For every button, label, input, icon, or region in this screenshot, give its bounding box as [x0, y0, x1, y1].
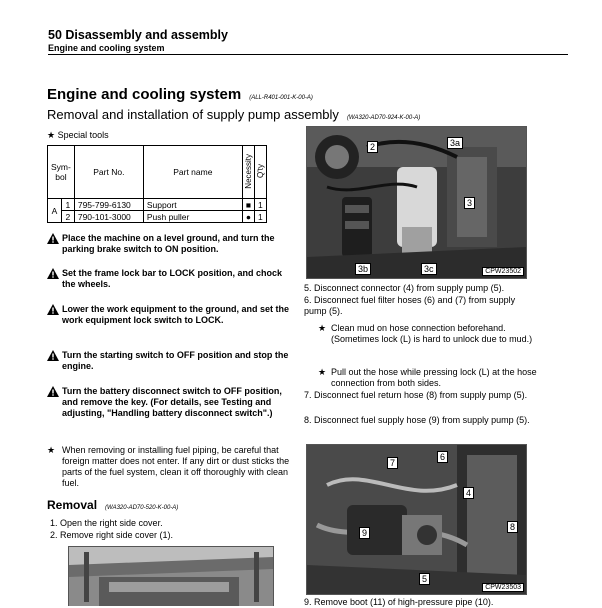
page-subtitle: Removal and installation of supply pump assembly (WA320-AD70-924-K-00-A) [47, 107, 421, 122]
removal-heading: Removal (WA320-AD70-520-K-00-A) [47, 498, 179, 512]
star-icon: ★ [318, 367, 327, 377]
col-part-name: Part name [143, 146, 242, 199]
fuel-note: ★ When removing or installing fuel piping, be careful that foreign matter does not enter. If any dirt or dust sticks the parts of the fuel system, clean it off thoroughly with clean fuel. [47, 445, 290, 488]
necessity: ● [242, 211, 254, 223]
col-qty: Q'ty [254, 146, 266, 199]
warning-triangle-icon [47, 350, 59, 361]
col-part-no: Part No. [74, 146, 143, 199]
row-num: 2 [61, 211, 74, 223]
warning-1: Place the machine on a level ground, and turn the parking brake switch to ON position. [47, 233, 298, 255]
star-icon: ★ [318, 323, 327, 333]
callout-2: 2 [367, 141, 378, 153]
note-clean-mud: ★ Clean mud on hose connection beforehand. (Sometimes lock (L) is hard to unlock due to mud.) [318, 323, 533, 344]
removal-step-1: 1. Open the right side cover. [50, 518, 163, 528]
callout-8: 8 [507, 521, 518, 533]
special-tools-label: ★ Special tools [47, 130, 109, 140]
step-6: 6. Disconnect fuel filter hoses (6) and (7) from supply pump (5). [304, 295, 516, 316]
warning-triangle-icon [47, 233, 59, 244]
callout-9: 9 [359, 527, 370, 539]
removal-step-2: 2. Remove right side cover (1). [50, 530, 174, 540]
callout-6: 6 [437, 451, 448, 463]
callout-3c: 3c [421, 263, 437, 275]
title-code: (ALL-R401-001-K-00-A) [249, 95, 313, 101]
callout-5: 5 [419, 573, 430, 585]
callout-3b: 3b [355, 263, 371, 275]
step-5: 5. Disconnect connector (4) from supply pump (5). [304, 283, 505, 293]
warning-3: Lower the work equipment to the ground, and set the work equipment lock switch to LOCK. [47, 304, 298, 326]
row-num: 1 [61, 199, 74, 211]
warning-triangle-icon [47, 304, 59, 315]
callout-3a: 3a [447, 137, 463, 149]
table-row [48, 211, 267, 223]
warning-4: Turn the starting switch to OFF position and stop the engine. [47, 350, 298, 372]
qty: 1 [254, 211, 266, 223]
part-name: Support [143, 199, 242, 211]
table-row [48, 199, 267, 211]
subtitle-code: (WA320-AD70-924-K-00-A) [346, 115, 421, 121]
callout-3: 3 [464, 197, 475, 209]
page-title: Engine and cooling system (ALL-R401-001-K-00-A) [47, 86, 313, 103]
section-title: 50 Disassembly and assembly [48, 28, 228, 42]
step-8: 8. Disconnect fuel supply hose (9) from supply pump (5). [304, 415, 530, 425]
warning-5: Turn the battery disconnect switch to OFF position, and remove the key. (For details, see Testing and adjusting, "Handling battery disconnect switch".) [47, 386, 298, 419]
part-no: 795-799-6130 [74, 199, 143, 211]
header-divider [48, 54, 568, 55]
callout-7: 7 [387, 457, 398, 469]
warning-triangle-icon [47, 268, 59, 279]
fuel-hoses-image [307, 445, 526, 594]
photo-id: CPW23503 [482, 583, 524, 592]
warning-2: Set the frame lock bar to LOCK position, and chock the wheels. [47, 268, 298, 290]
removal-code: (WA320-AD70-520-K-00-A) [105, 505, 179, 511]
machine-cover-image [69, 547, 273, 606]
qty: 1 [254, 199, 266, 211]
engine-photo-2 [306, 444, 527, 595]
warning-triangle-icon [47, 386, 59, 397]
special-tools-table [47, 145, 267, 223]
note-pull-hose: ★ Pull out the hose while pressing lock (L) at the hose connection from both sides. [318, 367, 537, 388]
photo-id: CPW23502 [482, 267, 524, 276]
callout-4: 4 [463, 487, 474, 499]
part-no: 790-101-3000 [74, 211, 143, 223]
cover-photo [68, 546, 274, 606]
engine-photo-1 [306, 126, 527, 279]
col-necessity: Necessity [242, 146, 254, 199]
section-subtitle: Engine and cooling system [48, 43, 165, 53]
step-7: 7. Disconnect fuel return hose (8) from supply pump (5). [304, 390, 528, 400]
part-name: Push puller [143, 211, 242, 223]
necessity: ■ [242, 199, 254, 211]
star-icon: ★ [47, 445, 56, 455]
col-symbol: Sym-bol [48, 146, 75, 199]
supply-pump-image [307, 127, 526, 278]
symbol-cell: A [48, 199, 62, 223]
step-9: 9. Remove boot (11) of high-pressure pipe (10). [304, 597, 494, 607]
